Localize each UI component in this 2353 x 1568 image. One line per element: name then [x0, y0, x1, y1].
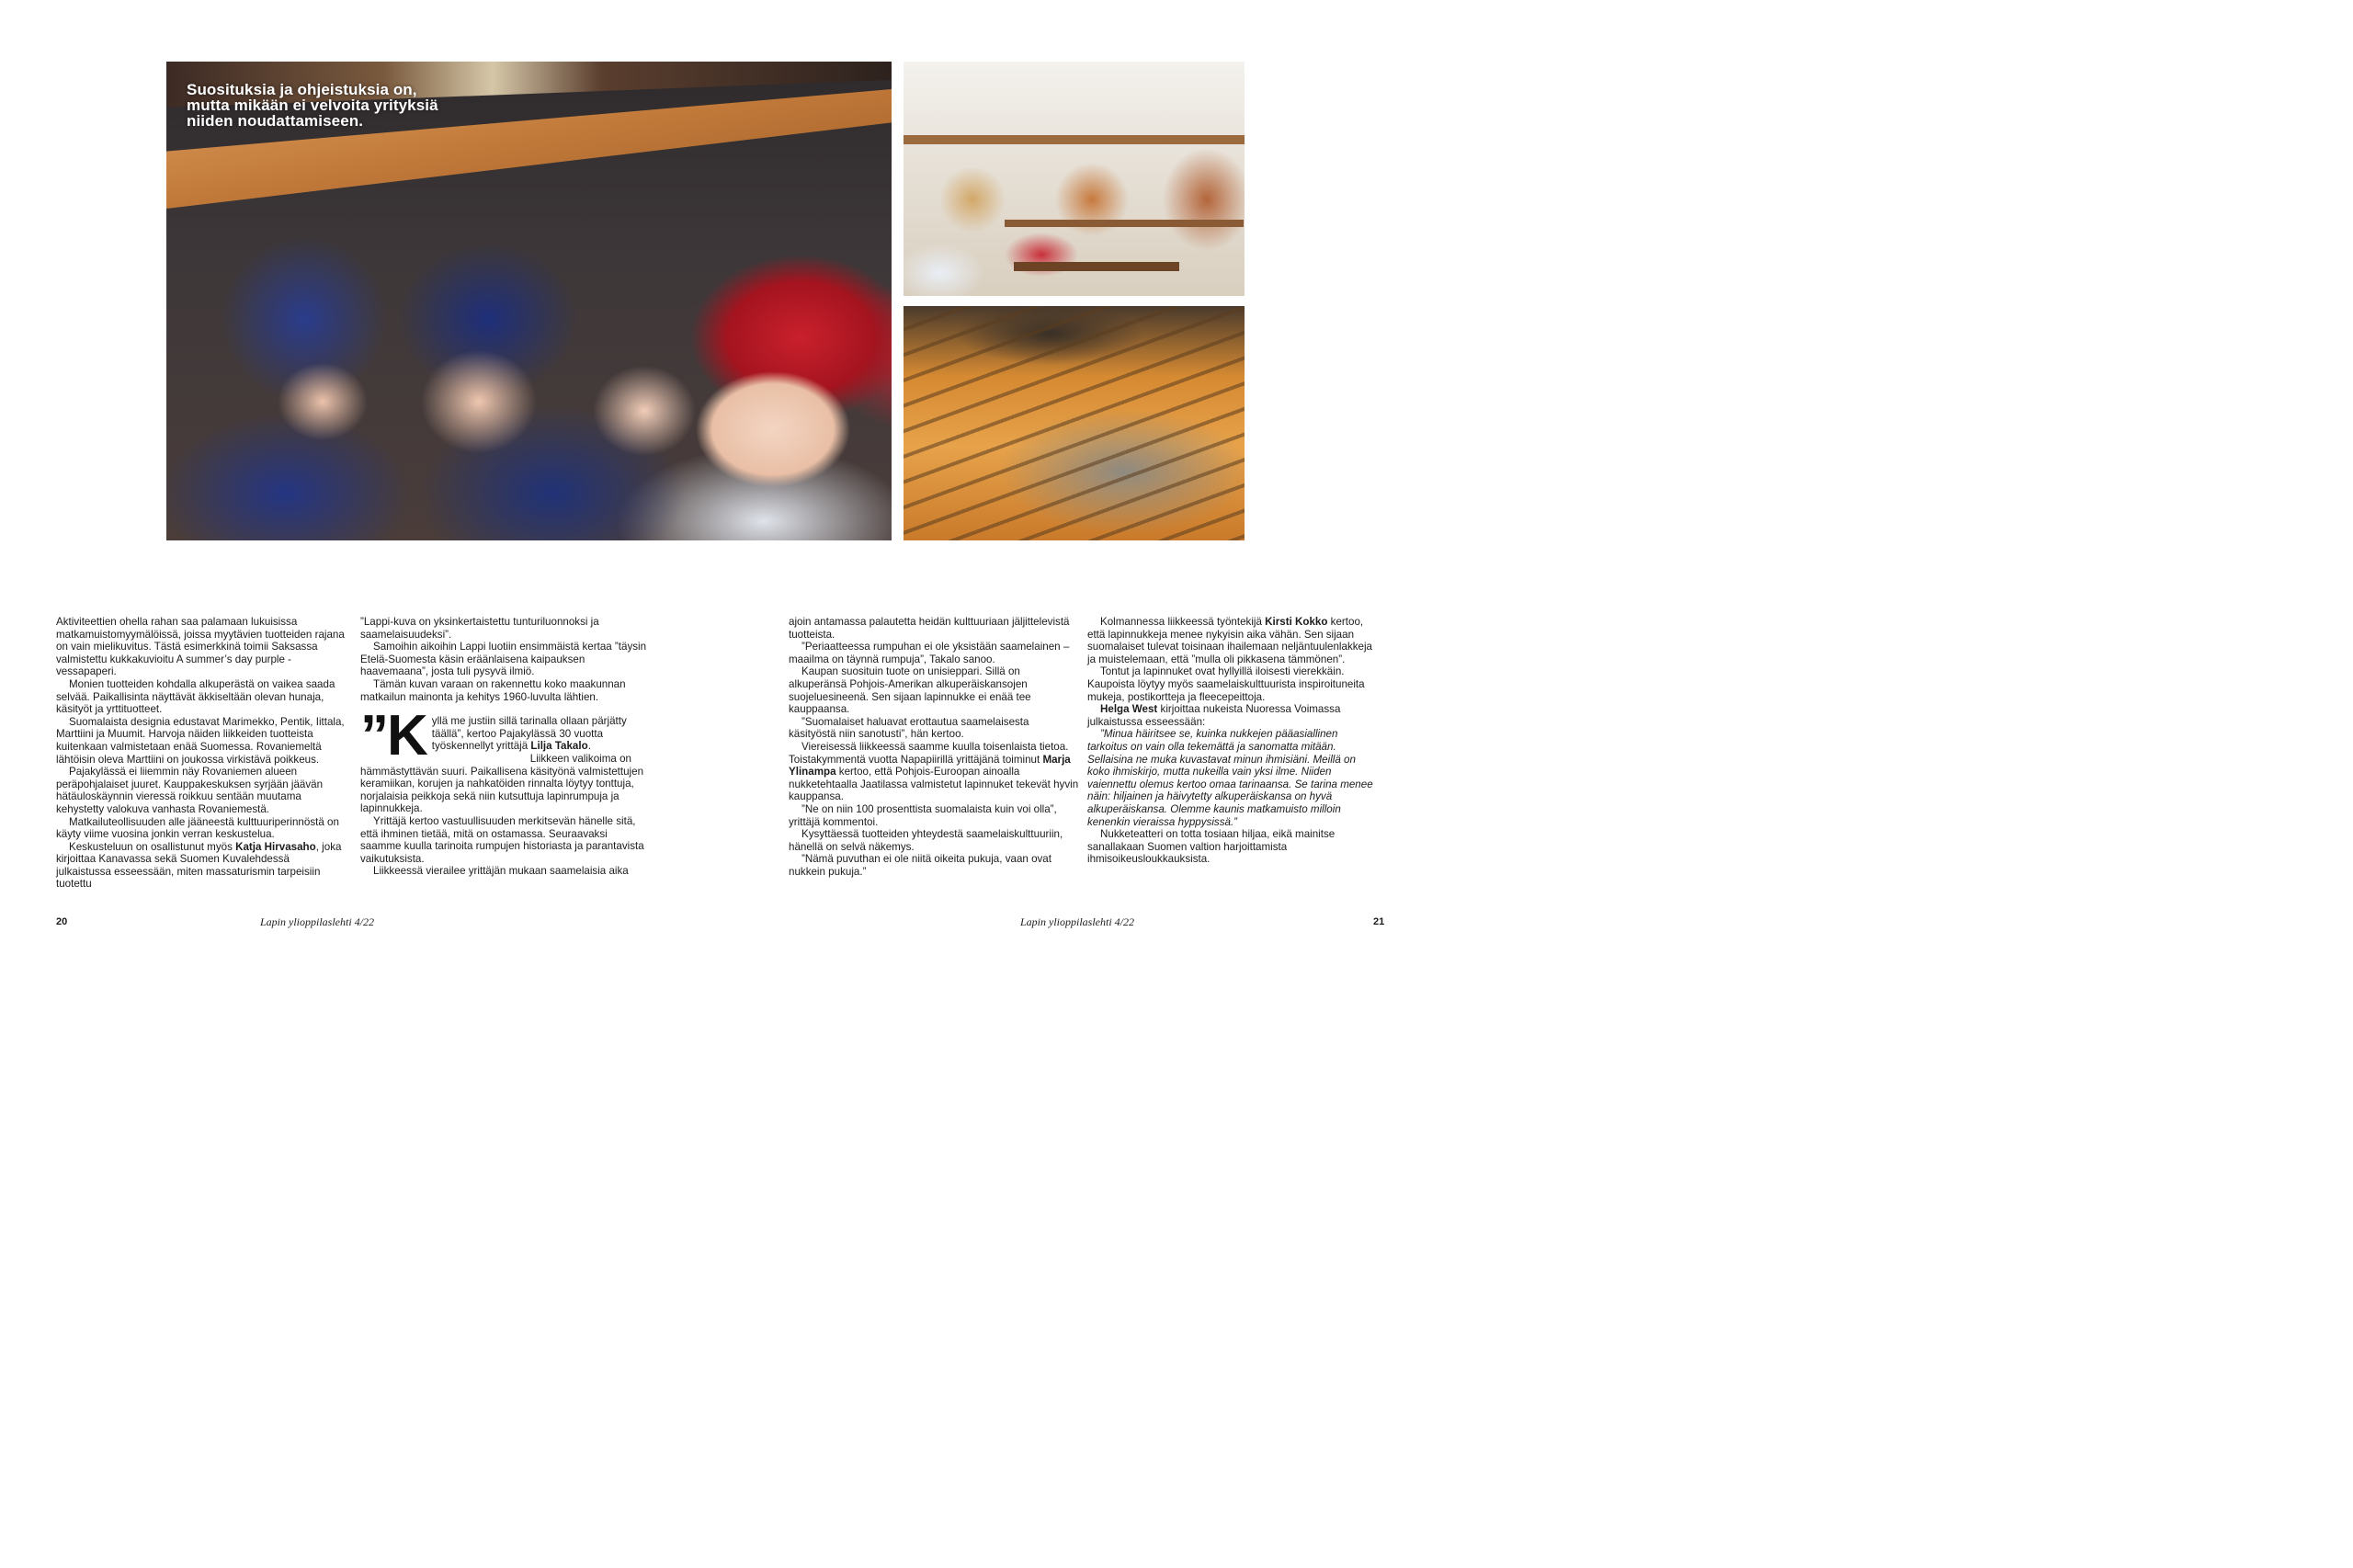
article-column-1 — [56, 616, 347, 891]
paragraph-dropcap — [360, 704, 651, 768]
paragraph: Samoihin aikoihin Lappi luotiin ensimmäistä kertaa ”täysin Etelä-Suomesta käsin eräänlaisena kaipauksen haavemaana”, josta tuli pysyvä ilmiö. — [360, 641, 647, 678]
article-column-4 — [1087, 616, 1378, 866]
person-name: Marja Ylinampa — [789, 753, 1071, 778]
magazine-name-right: Lapin ylioppilaslehti 4/22 — [1020, 915, 1135, 928]
photo-shop-interior — [904, 62, 1245, 296]
quote-paragraph: ”Minua häiritsee se, kuinka nukkejen pääasiallinen tarkoitus on vain olla tekemättä ja sanomatta mitään. Sellaisina ne muka kuvastavat minun ihmisiäni. Meillä on koko ihmiskirjo, mutta nukeilla vain yksi ilme. Niiden vaiennettu olemus kertoo omaa tarinaansa. Se tarina menee näin: hiljainen ja häivytetty alkuperäiskansa on hyvä alkuperäiskansa. Olemme kaunis matkamuisto milloin kenenkin vieraissa hyppysissä.” — [1087, 728, 1373, 828]
paragraph: ”Suomalaiset haluavat erottautua saamelaisesta käsityöstä niin sanotusti”, hän kertoo. — [789, 715, 1029, 741]
paragraph: Liikkeen valikoima on hämmästyttävän suuri. Paikallisena käsityönä valmistettujen keramiikan, korujen ja nahkatöiden rinnalta löytyy tonttuja, norjalaisia peikkoja sekä niin kutsuttuja lapinrumpuja ja lapinnukkeja. — [360, 752, 644, 815]
text-run: yllä me justiin sillä tarinalla ollaan pärjätty täällä”, kertoo Pajakylässä 30 vuotta työskennellyt yrittäjä — [431, 715, 627, 753]
paragraph: Tämän kuvan varaan on rakennettu koko maakunnan matkailun mainonta ja kehitys 1960-luvulta lähtien. — [360, 677, 626, 703]
page-number-left: 20 — [56, 916, 68, 927]
text-run: Keskusteluun on osallistunut myös — [69, 840, 236, 853]
text-run: kertoo, että lapinnukkeja menee nykyisin aika vähän. Sen sijaan suomalaiset tulevat toisinaan ihailemaan neljäntuulenlakkeja ja muistelemaan, että ”mulla oli pikkasena tämmönen”. — [1087, 616, 1373, 665]
paragraph: Nukketeatteri on totta tosiaan hiljaa, eikä mainitse sanallakaan Suomen valtion harjoittamista ihmisoikeusloukkauksista. — [1087, 828, 1336, 866]
text-run: kertoo, että Pohjois-Euroopan ainoalla nukketehtaalla Jaatilassa valmistetut lapinnuket tekevät hyvin kauppansa. — [789, 766, 1079, 803]
dropcap: ”K — [360, 704, 426, 768]
photo-caption: Suosituksia ja ohjeistuksia on, mutta mikään ei velvoita yrityksiä niiden noudattamiseen. — [187, 81, 438, 130]
paragraph: ”Periaatteessa rumpuhan ei ole yksistään saamelainen – maailma on täynnä rumpuja”, Takalo sanoo. — [789, 641, 1070, 665]
person-name: Helga West — [1100, 703, 1158, 716]
paragraph — [1087, 703, 1378, 728]
text-run: Kolmannessa liikkeessä työntekijä — [1100, 616, 1266, 628]
article-column-2 — [360, 616, 651, 878]
person-name: Katja Hirvasaho — [235, 840, 316, 853]
photo-shelf-upper — [1005, 220, 1244, 227]
paragraph — [1087, 616, 1378, 665]
magazine-name-left: Lapin ylioppilaslehti 4/22 — [260, 915, 375, 928]
paragraph: Monien tuotteiden kohdalla alkuperästä on vaikea saada selvää. Paikallisinta näyttävät äkkiseltään olevan hunaja, käsityöt ja yrttituotteet. — [56, 677, 335, 716]
paragraph — [56, 841, 347, 891]
paragraph: ”Ne on niin 100 prosenttista suomalaista kuin voi olla”, yrittäjä kommentoi. — [789, 802, 1057, 828]
article-column-3 — [789, 616, 1079, 878]
text-run: , joka kirjoittaa Kanavassa sekä Suomen Kuvalehdessä julkaistussa esseessään, miten massaturismin tarpeisiin tuotettu — [56, 840, 342, 891]
text-run: kirjoittaa nukeista Nuoressa Voimassa julkaistussa esseessään: — [1087, 703, 1341, 728]
paragraph: Tontut ja lapinnuket ovat hyllyillä iloisesti vierekkäin. Kaupoista löytyy myös saamelaiskulttuurista inspiroituneita mukeja, postikortteja ja fleecepeittoja. — [1087, 665, 1365, 703]
paragraph: ajoin antamassa palautetta heidän kulttuuriaan jäljittelevistä tuotteista. — [789, 616, 1070, 641]
paragraph: ”Lappi-kuva on yksinkertaistettu tunturiluonnoksi ja saamelaisuudeksi”. — [360, 616, 599, 641]
paragraph: Kaupan suosituin tuote on unisieppari. Sillä on alkuperänsä Pohjois-Amerikan alkuperäiskansojen suojeluesineenä. Sen sijaan lapinnukke ei enää tee kauppaansa. — [789, 665, 1031, 716]
photo-dolls — [166, 62, 892, 540]
paragraph: Aktiviteettien ohella rahan saa palamaan lukuisissa matkamuistomyymälöissä, joissa myytävien tuotteiden rajana on vain mielikuvitus. Tästä esimerkkinä toimii Saksassa valmistettu kukkakuvioitu A summer’s day purple -vessapaperi. — [56, 616, 345, 678]
paragraph: Matkailuteollisuuden alle jääneestä kulttuuriperinnöstä on käyty viime vuosina jonkin verran keskustelua. — [56, 815, 339, 841]
paragraph: Yrittäjä kertoo vastuullisuuden merkitsevän hänelle sitä, että ihminen tietää, mitä on ostamassa. Seuraavaksi saamme kuulla tarinoita rumpujen historiasta ja parantavista vaikutuksista. — [360, 814, 644, 865]
paragraph: Suomalaista designia edustavat Marimekko, Pentik, Iittala, Marttiini ja Muumit. Harvoja näiden liikkeiden tuotteista kuitenkaan valmistetaan enää Suomessa. Rovaniemeltä lähtöisin oleva Marttiini on joukossa virkistävä poikkeus. — [56, 715, 345, 766]
paragraph: Kysyttäessä tuotteiden yhteydestä saamelaiskulttuuriin, hänellä on selvä näkemys. — [789, 828, 1063, 853]
page-number-right: 21 — [1373, 916, 1385, 927]
person-name: Kirsti Kokko — [1265, 616, 1328, 628]
paragraph: Liikkeessä vierailee yrittäjän mukaan saamelaisia aika — [373, 865, 629, 878]
photo-wall-board — [904, 135, 1245, 144]
text-run: . — [587, 740, 591, 753]
photo-knife-display — [904, 306, 1245, 540]
text-run: Viereisessä liikkeessä saamme kuulla toisenlaista tietoa. Toistakymmentä vuotta Napapiirillä yrittäjänä toiminut — [789, 740, 1069, 766]
paragraph: Pajakylässä ei liiemmin näy Rovaniemen alueen peräpohjalaiset juuret. Kauppakeskuksen syrjään jäävän hätäuloskäynnin vieressä roikkuu sentään muutama kehystetty valokuva vanhasta Rovaniemestä. — [56, 766, 324, 815]
paragraph — [789, 741, 1079, 803]
person-name: Lilja Takalo — [530, 740, 588, 753]
photo-shelf-lower — [1014, 262, 1179, 271]
paragraph: ”Nämä puvuthan ei ole niitä oikeita pukuja, vaan ovat nukkein pukuja.” — [789, 853, 1051, 878]
